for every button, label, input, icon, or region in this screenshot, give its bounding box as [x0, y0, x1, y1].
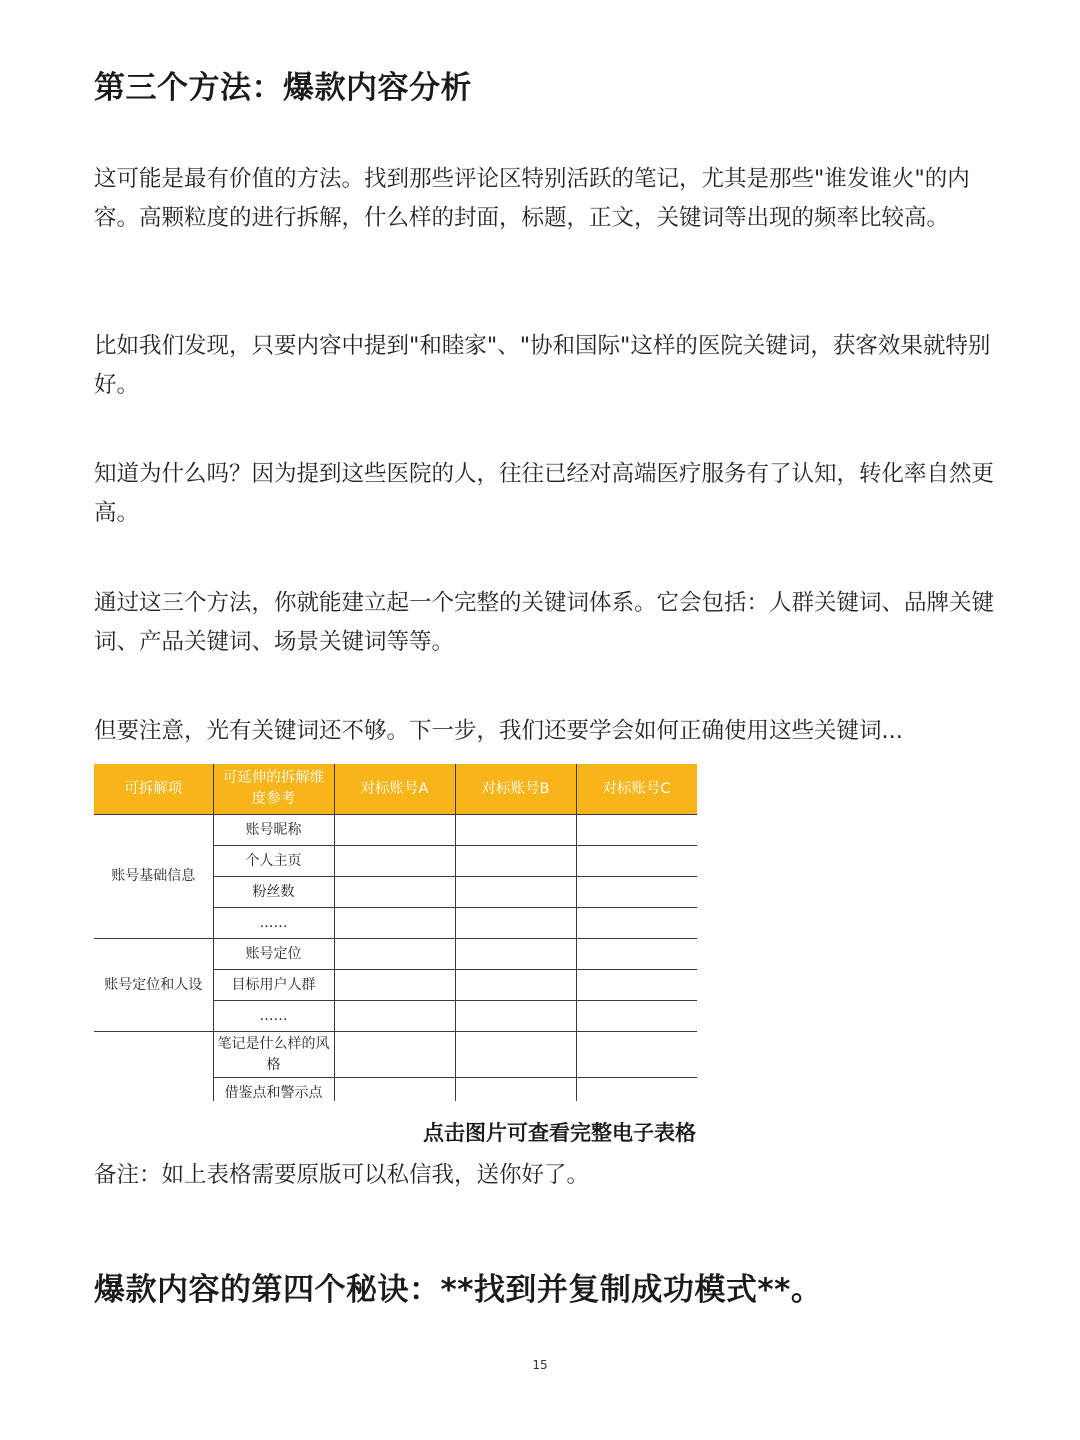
- header-cell: 对标账号B: [455, 764, 576, 815]
- dimension-cell: 粉丝数: [213, 877, 334, 908]
- value-cell: [576, 877, 697, 908]
- table-row: [94, 939, 697, 970]
- value-cell: [455, 1032, 576, 1078]
- next-section-heading: 爆款内容的第四个秘诀：**找到并复制成功模式**。: [94, 1272, 823, 1308]
- value-cell: [334, 1032, 455, 1078]
- value-cell: [576, 908, 697, 939]
- paragraph-1: 这可能是最有价值的方法。找到那些评论区特别活跃的笔记，尤其是那些"谁发谁火"的内容。高颗粒度的进行拆解，什么样的封面，标题，正文，关键词等出现的频率比较高。: [94, 166, 970, 231]
- table-caption: 点击图片可查看完整电子表格: [423, 1121, 696, 1145]
- paragraph-2: 比如我们发现，只要内容中提到"和睦家"、"协和国际"这样的医院关键词，获客效果就特别好。: [94, 333, 991, 398]
- paragraph-5: 但要注意，光有关键词还不够。下一步，我们还要学会如何正确使用这些关键词...: [94, 718, 903, 744]
- keyword-analysis-table: [94, 764, 697, 1101]
- value-cell: [334, 908, 455, 939]
- group-label: [94, 1032, 213, 1102]
- header-cell: 可延伸的拆解维度参考: [213, 764, 334, 815]
- dimension-cell: 借鉴点和警示点: [213, 1078, 334, 1102]
- paragraph-4: 通过这三个方法，你就能建立起一个完整的关键词体系。它会包括：人群关键词、品牌关键词、产品关键词、场景关键词等等。: [94, 590, 995, 655]
- value-cell: [334, 815, 455, 846]
- group-label: 账号基础信息: [94, 815, 213, 939]
- table-row: [94, 1032, 697, 1078]
- value-cell: [334, 846, 455, 877]
- header-cell: 对标账号A: [334, 764, 455, 815]
- value-cell: [576, 1001, 697, 1032]
- note-text: 备注：如上表格需要原版可以私信我，送你好了。: [94, 1162, 590, 1188]
- value-cell: [576, 1078, 697, 1102]
- value-cell: [455, 1001, 576, 1032]
- page-number: 15: [532, 1358, 548, 1372]
- value-cell: [334, 1001, 455, 1032]
- value-cell: [455, 939, 576, 970]
- header-cell: 对标账号C: [576, 764, 697, 815]
- section-heading: 第三个方法：爆款内容分析: [94, 70, 472, 106]
- table-row: [94, 815, 697, 846]
- value-cell: [455, 815, 576, 846]
- value-cell: [334, 939, 455, 970]
- value-cell: [455, 846, 576, 877]
- value-cell: [334, 877, 455, 908]
- dimension-cell: 账号定位: [213, 939, 334, 970]
- dimension-cell: 个人主页: [213, 846, 334, 877]
- dimension-cell: 笔记是什么样的风格: [213, 1032, 334, 1078]
- dimension-cell: 目标用户人群: [213, 970, 334, 1001]
- value-cell: [455, 908, 576, 939]
- value-cell: [334, 1078, 455, 1102]
- header-cell: 可拆解项: [94, 764, 213, 815]
- value-cell: [576, 970, 697, 1001]
- dimension-cell: ……: [213, 908, 334, 939]
- value-cell: [455, 970, 576, 1001]
- table-header-row: [94, 764, 697, 815]
- value-cell: [576, 815, 697, 846]
- paragraph-3: 知道为什么吗？因为提到这些医院的人，往往已经对高端医疗服务有了认知，转化率自然更高。: [94, 461, 995, 526]
- value-cell: [576, 1032, 697, 1078]
- spreadsheet-image[interactable]: [94, 764, 697, 1101]
- dimension-cell: 账号昵称: [213, 815, 334, 846]
- value-cell: [576, 939, 697, 970]
- value-cell: [576, 846, 697, 877]
- value-cell: [455, 877, 576, 908]
- value-cell: [455, 1078, 576, 1102]
- value-cell: [334, 970, 455, 1001]
- dimension-cell: ……: [213, 1001, 334, 1032]
- group-label: 账号定位和人设: [94, 939, 213, 1032]
